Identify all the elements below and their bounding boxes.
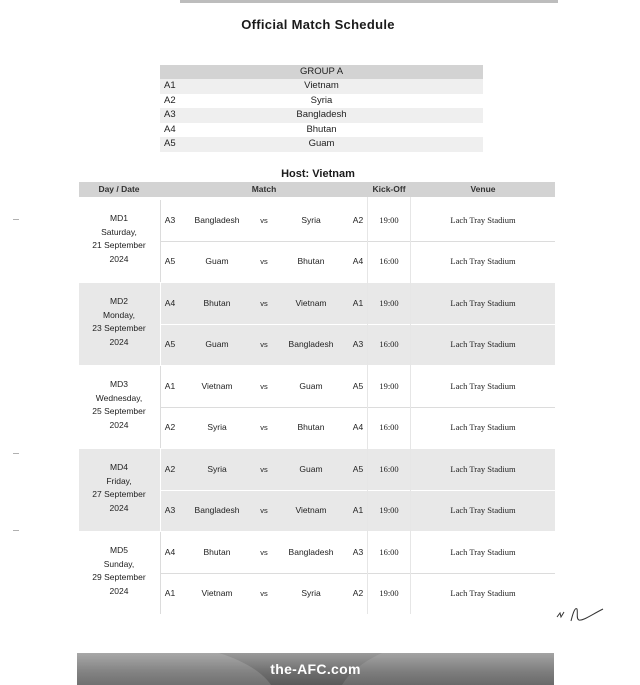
kickoff-divider <box>367 197 368 614</box>
vs-label: vs <box>260 589 268 598</box>
venue: Lach Tray Stadium <box>450 505 516 515</box>
away-team: Bangladesh <box>288 547 334 557</box>
matchday-weekday: Wednesday, <box>95 392 143 403</box>
away-code: A1 <box>352 298 364 308</box>
home-team: Bangladesh <box>194 505 240 515</box>
away-team: Bhutan <box>297 256 325 266</box>
match-row <box>79 532 555 573</box>
host-heading: Host: Vietnam <box>281 168 355 180</box>
group-row <box>160 137 483 152</box>
home-code: A1 <box>164 588 176 598</box>
home-team: Guam <box>205 256 229 266</box>
vs-label: vs <box>260 465 268 474</box>
away-team: Vietnam <box>295 298 327 308</box>
away-code: A5 <box>352 381 364 391</box>
match-row <box>79 573 555 614</box>
away-team: Syria <box>301 588 321 598</box>
match-row <box>79 366 555 407</box>
team-name: Bangladesh <box>296 109 347 120</box>
matchday-label: MD5 <box>110 545 128 555</box>
group-row <box>160 123 483 138</box>
home-code: A5 <box>164 339 176 349</box>
kickoff-time: 19:00 <box>379 215 399 225</box>
col-match: Match <box>251 184 277 194</box>
home-team: Guam <box>205 339 229 349</box>
page-title: Official Match Schedule <box>241 17 395 32</box>
schedule-table <box>79 182 555 614</box>
vs-label: vs <box>260 257 268 266</box>
home-team: Vietnam <box>201 381 233 391</box>
matchday-block <box>79 449 555 531</box>
team-name: Bhutan <box>306 123 337 135</box>
signature-mark <box>555 603 607 627</box>
away-code: A1 <box>352 505 364 515</box>
col-day-date: Day / Date <box>98 184 140 194</box>
matchday-block <box>79 532 555 614</box>
col-venue: Venue <box>470 184 496 194</box>
away-team: Bangladesh <box>288 339 334 349</box>
kickoff-time: 16:00 <box>379 422 399 432</box>
match-row <box>79 490 555 531</box>
margin-mark <box>13 530 19 531</box>
away-team: Guam <box>299 381 323 391</box>
team-code: A4 <box>164 123 176 135</box>
venue: Lach Tray Stadium <box>450 464 516 474</box>
matchday-block <box>79 366 555 448</box>
vs-label: vs <box>260 216 268 225</box>
group-row <box>160 108 483 123</box>
vs-label: vs <box>260 299 268 308</box>
match-row <box>79 407 555 448</box>
group-header: GROUP A <box>160 65 483 79</box>
kickoff-time: 19:00 <box>379 298 399 308</box>
home-code: A1 <box>164 381 176 391</box>
matchday-day-month: 21 September <box>92 240 146 250</box>
kickoff-time: 16:00 <box>379 464 399 474</box>
home-code: A5 <box>164 256 176 266</box>
team-code: A3 <box>164 109 176 120</box>
matchday-weekday: Monday, <box>103 309 135 320</box>
home-code: A2 <box>164 422 176 432</box>
venue: Lach Tray Stadium <box>450 298 516 308</box>
margin-mark <box>13 219 19 220</box>
home-code: A4 <box>164 298 176 308</box>
matchday-year: 2024 <box>109 419 129 430</box>
matchday-day-month: 29 September <box>92 572 146 582</box>
matchday-label: MD1 <box>110 213 128 223</box>
home-team: Bhutan <box>203 547 231 557</box>
vs-label: vs <box>260 423 268 432</box>
away-code: A5 <box>352 464 364 474</box>
team-code: A2 <box>164 94 176 106</box>
away-code: A2 <box>352 588 364 598</box>
away-team: Syria <box>301 215 321 225</box>
home-code: A2 <box>164 464 176 474</box>
vs-label: vs <box>260 548 268 557</box>
home-code: A3 <box>164 505 176 515</box>
kickoff-time: 16:00 <box>379 256 399 266</box>
home-team: Syria <box>207 464 227 474</box>
away-code: A4 <box>352 422 364 432</box>
home-code: A4 <box>164 547 176 557</box>
top-edge-bar <box>180 0 558 3</box>
match-row <box>79 283 555 324</box>
vs-label: vs <box>260 340 268 349</box>
venue: Lach Tray Stadium <box>450 547 516 557</box>
matchday-block <box>79 283 555 365</box>
venue: Lach Tray Stadium <box>450 422 516 432</box>
matchday-label: MD4 <box>110 462 128 472</box>
vs-label: vs <box>260 382 268 391</box>
venue: Lach Tray Stadium <box>450 215 516 225</box>
venue: Lach Tray Stadium <box>450 588 516 598</box>
matchday-day-month: 23 September <box>92 323 146 333</box>
kickoff-time: 19:00 <box>379 505 399 515</box>
afc-logo-text[interactable]: the-AFC.com <box>270 661 361 677</box>
group-table <box>160 65 483 152</box>
matchday-label: MD2 <box>110 296 128 306</box>
home-team: Vietnam <box>201 588 233 598</box>
team-code: A5 <box>164 138 176 149</box>
matchday-year: 2024 <box>109 253 129 264</box>
footer-banner <box>77 653 554 685</box>
match-row <box>79 449 555 490</box>
team-code: A1 <box>164 80 176 91</box>
venue-divider <box>410 197 411 614</box>
home-code: A3 <box>164 215 176 225</box>
venue: Lach Tray Stadium <box>450 339 516 349</box>
matchday-year: 2024 <box>109 502 129 513</box>
venue: Lach Tray Stadium <box>450 256 516 266</box>
away-team: Bhutan <box>297 422 325 432</box>
group-row <box>160 79 483 94</box>
match-row <box>79 324 555 365</box>
group-row <box>160 94 483 109</box>
away-team: Vietnam <box>295 505 327 515</box>
matchday-weekday: Friday, <box>106 475 132 486</box>
margin-mark <box>13 453 19 454</box>
kickoff-time: 16:00 <box>379 547 399 557</box>
matchday-year: 2024 <box>109 336 129 347</box>
vs-label: vs <box>260 506 268 515</box>
col-kickoff: Kick-Off <box>372 184 406 194</box>
matchday-day-month: 27 September <box>92 489 146 499</box>
matchday-day-month: 25 September <box>92 406 146 416</box>
schedule-header-row <box>79 182 555 197</box>
venue: Lach Tray Stadium <box>450 381 516 391</box>
kickoff-time: 19:00 <box>379 588 399 598</box>
matchday-label: MD3 <box>110 379 128 389</box>
matchday-weekday: Saturday, <box>101 226 137 237</box>
match-row <box>79 241 555 282</box>
away-code: A3 <box>352 547 364 557</box>
away-team: Guam <box>299 464 323 474</box>
matchday-block <box>79 200 555 282</box>
team-name: Syria <box>310 94 333 106</box>
away-code: A2 <box>352 215 364 225</box>
kickoff-time: 19:00 <box>379 381 399 391</box>
home-team: Bhutan <box>203 298 231 308</box>
team-name: Vietnam <box>304 80 339 91</box>
away-code: A4 <box>352 256 364 266</box>
matchday-year: 2024 <box>109 585 129 596</box>
home-team: Syria <box>207 422 227 432</box>
home-team: Bangladesh <box>194 215 240 225</box>
team-name: Guam <box>308 138 335 149</box>
away-code: A3 <box>352 339 364 349</box>
matchday-weekday: Sunday, <box>103 558 135 569</box>
match-row <box>79 200 555 241</box>
kickoff-time: 16:00 <box>379 339 399 349</box>
